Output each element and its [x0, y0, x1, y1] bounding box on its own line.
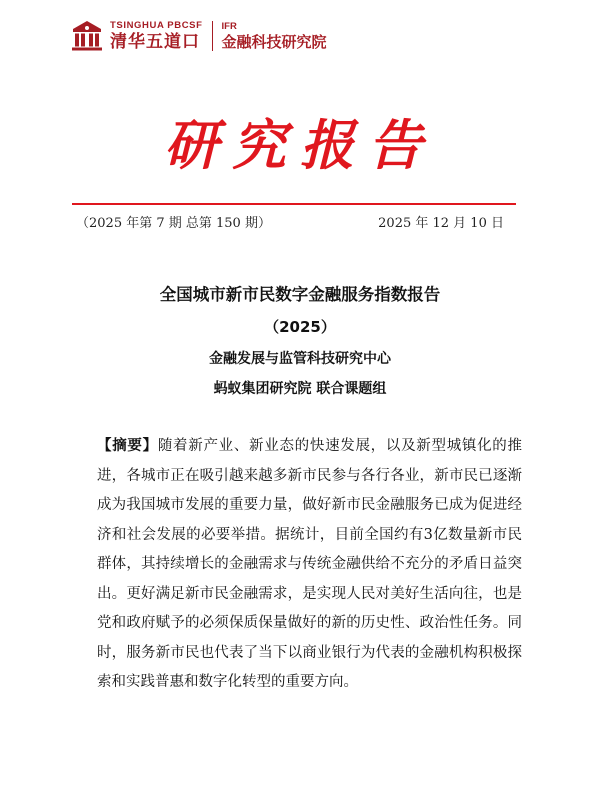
- logo-divider: [212, 21, 213, 51]
- org-line-1: 金融发展与监管科技研究中心: [209, 351, 391, 367]
- org-line-2: 蚂蚁集团研究院 联合课题组: [213, 381, 387, 397]
- logo-cn-text: 清华五道口: [110, 31, 200, 52]
- logo-ifr-text: IFR: [221, 21, 237, 33]
- issue-number: （2025 年第 7 期 总第 150 期）: [76, 216, 271, 231]
- report-year: （2025）: [264, 318, 336, 336]
- abstract-paragraph: [97, 432, 522, 698]
- masthead-title: 研究报告: [164, 113, 436, 177]
- abstract-label: 【摘要】: [97, 438, 158, 454]
- logo-en-text: TSINGHUA PBCSF: [110, 20, 203, 32]
- report-title: 全国城市新市民数字金融服务指数报告: [159, 285, 441, 304]
- masthead-rule: [72, 203, 516, 205]
- abstract-text: 随着新产业、新业态的快速发展，以及新型城镇化的推进，各城市正在吸引越来越多新市民参与各行各业，新市民已逐渐成为我国城市发展的重要力量，做好新市民金融服务已成为促进经济和社会发展的必要举措。据统计，目前全国约有3亿数量新市民群体，其持续增长的金融需求与传统金融供给不充分的矛盾日益突出。更好满足新市民金融需求，是实现人民对美好生活向往，也是党和政府赋予的必须保质保量做好的新的历史性、政治性任务。同时，服务新市民也代表了当下以商业银行为代表的金融机构积极探索和实践普惠和数字化转型的重要方向。: [97, 438, 523, 690]
- issue-date: 2025 年 12 月 10 日: [378, 216, 504, 231]
- tsinghua-emblem-icon: [70, 19, 104, 53]
- header-logo: [70, 18, 327, 54]
- logo-institute-text: 金融科技研究院: [221, 32, 327, 51]
